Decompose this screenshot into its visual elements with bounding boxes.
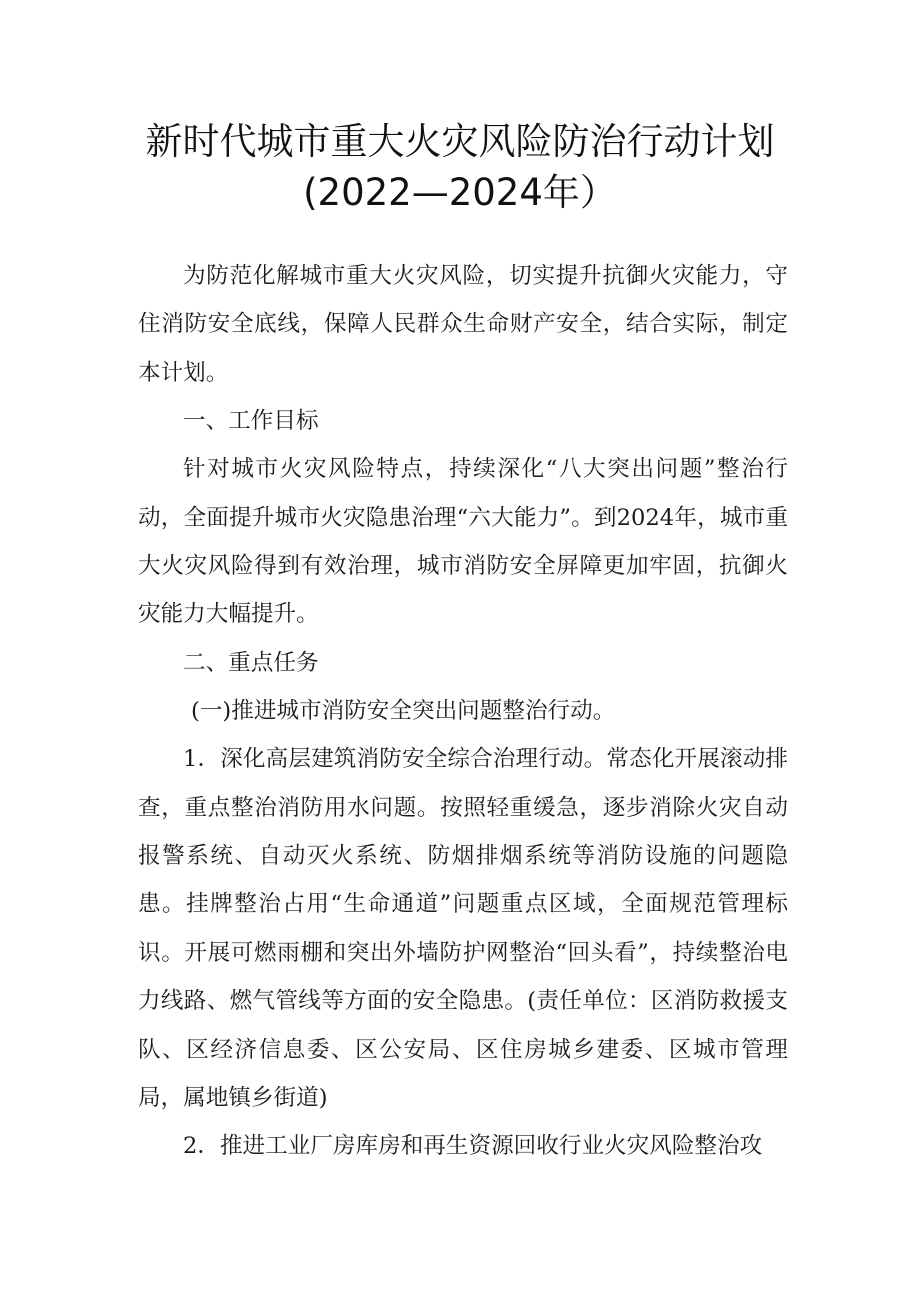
task-paragraph-1: 1．深化高层建筑消防安全综合治理行动。常态化开展滚动排查，重点整治消防用水问题。按照轻重缓急，逐步消除火灾自动报警系统、自动灭火系统、防烟排烟系统等消防设施的问题隐患。挂牌整治占用“生命通道”问题重点区域，全面规范管理标识。开展可燃雨棚和突出外墙防护网整治“回头看”，持续整治电力线路、燃气管线等方面的安全隐患。(责任单位：区消防救援支队、区经济信息委、区公安局、区住房城乡建委、区城市管理局，属地镇乡街道) xyxy=(138,746,788,1111)
document-body xyxy=(138,252,788,1170)
document-title: 新时代城市重大火灾风险防治行动计划 xyxy=(145,120,775,163)
subsection-heading-1: (一)推进城市消防安全突出问题整治行动。 xyxy=(191,698,616,725)
section-heading-tasks: 二、重点任务 xyxy=(183,649,319,676)
task-paragraph-2: 2．推进工业厂房库房和再生资源回收行业火灾风险整治攻 xyxy=(183,1133,763,1160)
document-subtitle: (2022—2024年） xyxy=(303,171,617,214)
goals-paragraph: 针对城市火灾风险特点，持续深化“八大突出问题”整治行动，全面提升城市火灾隐患治理“六大能力”。到2024年，城市重大火灾风险得到有效治理，城市消防安全屏障更加牢固，抗御火灾能力大幅提升。 xyxy=(138,456,788,628)
section-heading-goals: 一、工作目标 xyxy=(183,408,319,435)
intro-paragraph: 为防范化解城市重大火灾风险，切实提升抗御火灾能力，守住消防安全底线，保障人民群众生命财产安全，结合实际，制定本计划。 xyxy=(138,263,788,386)
